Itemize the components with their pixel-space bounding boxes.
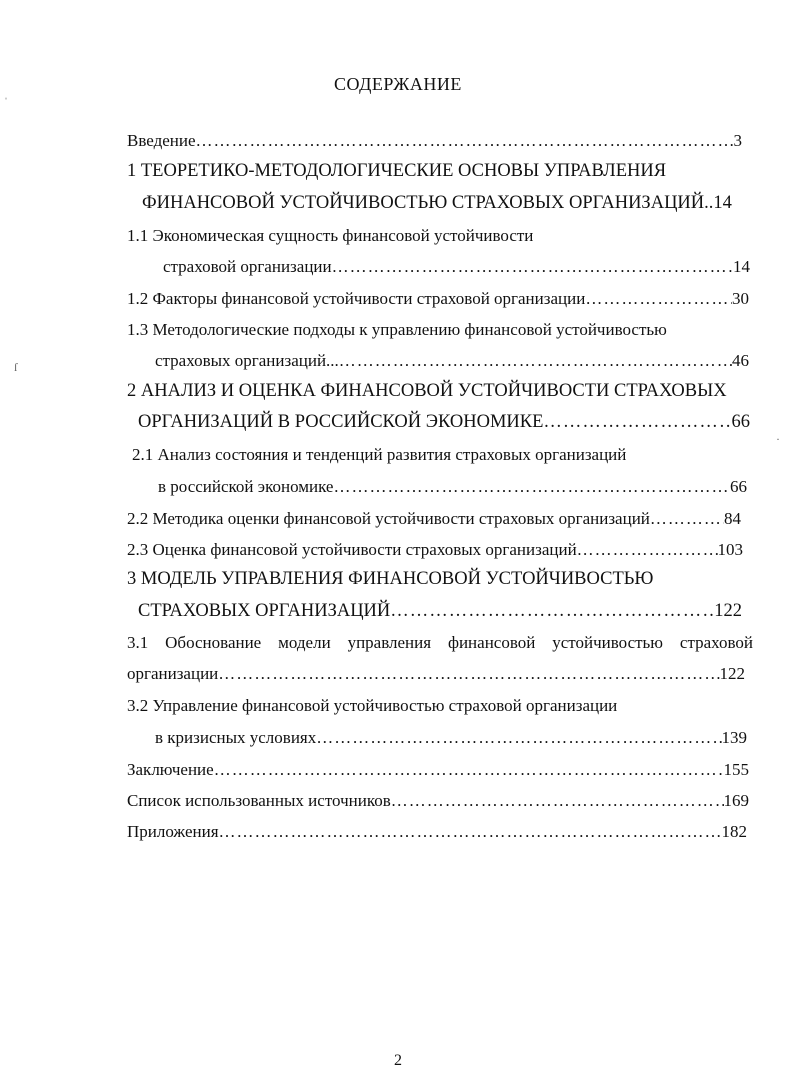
leader-dots	[339, 349, 732, 373]
toc-page: 182	[721, 822, 747, 841]
toc-label: 1.3 Методологические подходы к управлению финансовой устойчивостью	[127, 320, 667, 339]
leader-dots	[543, 410, 731, 434]
toc-chapter-1-line1	[127, 159, 747, 183]
toc-section-3-1-line2	[127, 662, 745, 686]
toc-label: в российской экономике	[158, 477, 334, 496]
toc-section-2-2	[127, 507, 741, 531]
toc-label: организации	[127, 664, 219, 683]
toc-page: 139	[721, 728, 747, 747]
toc-chapter-2-line1	[127, 379, 767, 403]
leader-dots	[218, 662, 719, 686]
leader-dots	[577, 538, 718, 562]
toc-entry-conclusion	[127, 758, 749, 782]
toc-page: 122	[714, 601, 742, 621]
toc-page: 14	[713, 193, 732, 213]
leader-dots	[585, 287, 732, 311]
leader-dots	[333, 475, 730, 499]
toc-page: 66	[730, 477, 747, 496]
toc-label: 2.1 Анализ состояния и тенденций развития страховых организаций	[132, 445, 627, 464]
toc-label: 3.1 Обоснование модели управления финансовой устойчивостью страховой	[127, 633, 753, 652]
toc-label: 3.2 Управление финансовой устойчивостью страховой организации	[127, 696, 618, 715]
toc-page: 84	[724, 509, 741, 528]
leader-dots	[391, 789, 724, 813]
toc-label: 3 МОДЕЛЬ УПРАВЛЕНИЯ ФИНАНСОВОЙ УСТОЙЧИВОСТЬЮ	[127, 569, 654, 589]
toc-chapter-3-line2	[138, 599, 742, 623]
toc-section-3-2-line2	[155, 726, 747, 750]
toc-label: 2 АНАЛИЗ И ОЦЕНКА ФИНАНСОВОЙ УСТОЙЧИВОСТИ СТРАХОВЫХ	[127, 381, 727, 401]
toc-section-1-1-line2	[163, 255, 750, 279]
page-title: СОДЕРЖАНИЕ	[334, 74, 462, 94]
leader-dots	[214, 758, 724, 782]
toc-label: 1.2 Факторы финансовой устойчивости страховой организации	[127, 289, 586, 308]
toc-page: 103	[717, 540, 743, 559]
toc-entry-intro	[127, 129, 742, 153]
toc-label: 2.2 Методика оценки финансовой устойчивости страховых организаций	[127, 509, 650, 528]
toc-label: 2.3 Оценка финансовой устойчивости страховых организаций	[127, 540, 577, 559]
toc-label: СТРАХОВЫХ ОРГАНИЗАЦИЙ	[138, 601, 391, 621]
toc-chapter-3-line1	[127, 567, 747, 591]
toc-label: Приложения	[127, 822, 219, 841]
toc-page: 155	[723, 760, 749, 779]
toc-page: 46	[732, 351, 749, 370]
toc-section-2-3	[127, 538, 743, 562]
toc-label: Введение	[127, 131, 196, 150]
leader-dots	[316, 726, 721, 750]
leader-dots	[332, 255, 733, 279]
toc-label: Заключение	[127, 760, 214, 779]
toc-section-1-3-line2	[155, 349, 749, 373]
toc-entry-appendix	[127, 820, 747, 844]
leader-dots	[390, 599, 714, 623]
leader-dots	[219, 820, 722, 844]
leader-dots	[650, 507, 724, 531]
toc-label: страховой организации	[163, 257, 332, 276]
margin-mark: ·	[776, 432, 780, 446]
toc-label: страховых организаций...	[155, 351, 339, 370]
toc-section-2-1-line1	[132, 443, 752, 467]
toc-section-3-1-line1	[127, 631, 753, 655]
toc-section-3-2-line1	[127, 694, 747, 718]
toc-label: 1.1 Экономическая сущность финансовой устойчивости	[127, 226, 534, 245]
toc-page: 3	[733, 131, 742, 150]
toc-label: 1 ТЕОРЕТИКО-МЕТОДОЛОГИЧЕСКИЕ ОСНОВЫ УПРАВЛЕНИЯ	[127, 161, 667, 181]
margin-mark: ſ	[14, 360, 18, 374]
leader-dots	[196, 129, 734, 153]
toc-label: ОРГАНИЗАЦИЙ В РОССИЙСКОЙ ЭКОНОМИКЕ	[138, 412, 544, 432]
margin-mark: ˌ	[4, 86, 8, 100]
toc-label: в кризисных условиях	[155, 728, 317, 747]
toc-page: 122	[719, 664, 745, 683]
toc-page: 66	[731, 412, 750, 432]
toc-page: 30	[732, 289, 749, 308]
toc-page: 169	[723, 791, 749, 810]
toc-chapter-1-line2	[142, 191, 762, 215]
toc-section-1-1-line1	[127, 224, 747, 248]
toc-label: Список использованных источников	[127, 791, 391, 810]
toc-section-2-1-line2	[158, 475, 747, 499]
toc-section-1-2	[127, 287, 749, 311]
toc-section-1-3-line1	[127, 318, 757, 342]
page-number: 2	[394, 1052, 402, 1069]
toc-entry-sources	[127, 789, 749, 813]
toc-label: ФИНАНСОВОЙ УСТОЙЧИВОСТЬЮ СТРАХОВЫХ ОРГАНИЗАЦИЙ..	[142, 193, 714, 213]
toc-chapter-2-line2	[138, 410, 750, 434]
toc-page: 14	[733, 257, 750, 276]
